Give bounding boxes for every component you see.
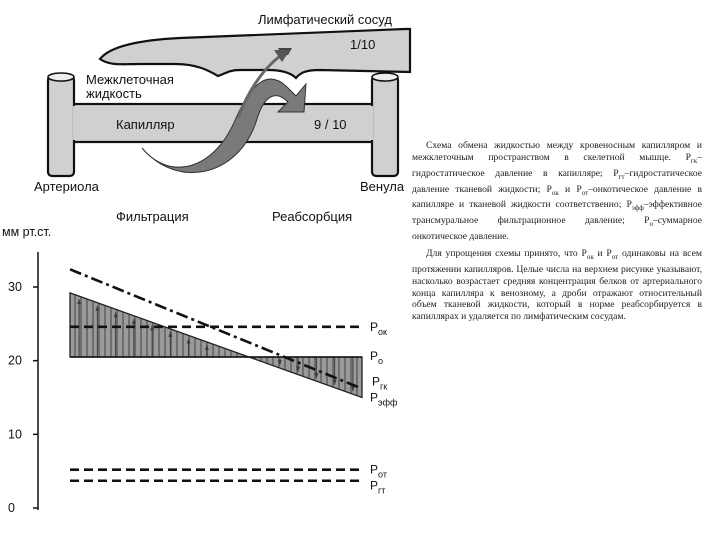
- caption-text: –гидростатическое давление в капилляре; P: [412, 151, 702, 179]
- caption-text: –эффективное трансмуральное фильтрационное давление; P: [412, 199, 702, 227]
- caption-text: и P: [593, 247, 612, 259]
- series-label-sub: о: [378, 355, 384, 366]
- series-label-P_гк: [372, 374, 387, 391]
- series-label-sub: гт: [378, 485, 386, 496]
- venule-label: Венула: [360, 179, 405, 194]
- caption-subscript: от: [611, 252, 619, 261]
- caption-subscript: гк: [690, 156, 698, 165]
- caption-subscript: о: [649, 220, 653, 229]
- arteriole-label: Артериола: [34, 179, 99, 194]
- caption-text: одинаковы на всем протяжении капилляров. Целые числа на верхнем рисунке указывают, насколько возрастает средняя концентрация белков от артериального конца капилляра к венозному, а дроби отражают относительный объем тканевой жидкости, который в норме реабсорбируется в капиллярах и удаляется по лимфатическим сосудам.: [412, 247, 702, 323]
- caption-paragraph-1: [412, 140, 702, 243]
- caption-subscript: от: [581, 188, 589, 197]
- capillary-schematic: [34, 12, 410, 224]
- venule-opening: [372, 73, 398, 81]
- interstitial-fluid-label: [86, 72, 174, 101]
- series-label-P_о: [370, 349, 383, 366]
- filtration-label: Фильтрация: [116, 209, 189, 224]
- y-tick-label: 20: [8, 353, 22, 368]
- series-label-main: P: [370, 390, 379, 405]
- series-label-P_ок: [370, 320, 387, 337]
- figure-caption: [412, 140, 702, 323]
- capillary-fraction-label: 9 / 10: [314, 117, 347, 132]
- series-label-main: P: [370, 478, 379, 493]
- reabsorption-region: [249, 357, 362, 398]
- caption-subscript: гт: [618, 172, 625, 181]
- caption-subscript: ок: [586, 252, 594, 261]
- series-label-main: P: [370, 462, 379, 477]
- caption-text: Для упрощения схемы принято, что P: [426, 247, 587, 259]
- caption-text: –суммарное онкотическое давление.: [412, 215, 702, 242]
- lymph-fraction-label: 1/10: [350, 37, 376, 52]
- series-label-main: P: [372, 374, 381, 389]
- y-tick-label: 0: [8, 501, 15, 515]
- caption-subscript: эфф: [631, 204, 644, 213]
- caption-subscript: ок: [551, 188, 559, 197]
- y-axis-title: мм рт.ст.: [2, 225, 52, 239]
- caption-text: –онкотическое давление в капилляре и тканевой жидкости соответственно; P: [412, 183, 702, 211]
- series-label-sub: ок: [378, 326, 387, 337]
- caption-text: и P: [558, 183, 582, 195]
- series-label-main: P: [370, 319, 379, 334]
- series-label-sub: эфф: [378, 397, 398, 408]
- arteriole-opening: [48, 73, 74, 81]
- series-label-main: P: [370, 348, 379, 363]
- series-label-sub: от: [378, 469, 387, 480]
- interstitial-fluid-label-line: жидкость: [86, 86, 142, 101]
- series-label-P_гт: [370, 479, 385, 496]
- series-label-P_от: [370, 463, 387, 480]
- lymph-vessel-label: Лимфатический сосуд: [258, 12, 392, 27]
- arteriole-vessel: [48, 76, 74, 176]
- y-tick-label: 10: [8, 427, 22, 442]
- caption-text: –гидростатическое давление тканевой жидкости; P: [412, 167, 702, 195]
- filtration-region: [70, 293, 249, 357]
- series-label-sub: гк: [380, 381, 388, 392]
- pressure-chart: [2, 225, 398, 515]
- y-tick-label: 30: [8, 280, 22, 294]
- reabsorption-label: Реабсорбция: [272, 209, 353, 224]
- caption-paragraph-2: [412, 248, 702, 323]
- interstitial-fluid-label-line: Межклеточная: [86, 72, 174, 87]
- capillary-label: Капилляр: [116, 117, 175, 132]
- caption-text: Схема обмена жидкостью между кровеносным капилляром и межклеточным пространством в скелетной мышце. P: [412, 140, 702, 163]
- series-label-P_эфф: [370, 391, 398, 408]
- venule-vessel: [372, 76, 398, 176]
